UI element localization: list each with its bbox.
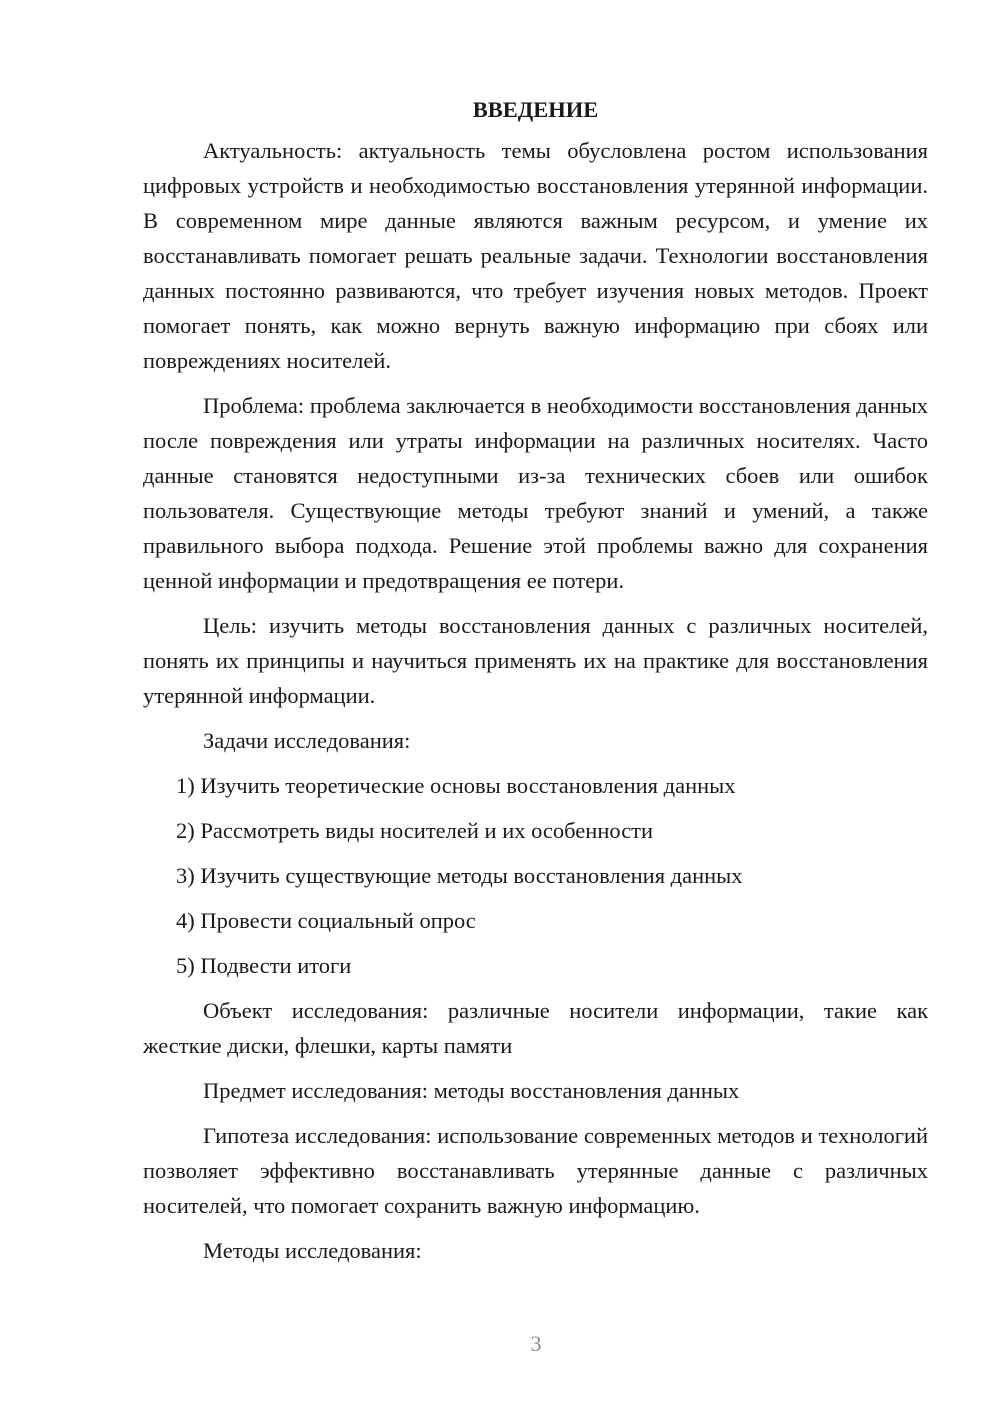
methods-heading: Методы исследования: <box>203 1238 422 1263</box>
object-paragraph: Объект исследования: различные носители информации, такие как жесткие диски, флешки, карты памяти <box>143 998 928 1058</box>
goal-paragraph: Цель: изучить методы восстановления данных с различных носителей, понять их принципы и научиться применять их на практике для восстановления утерянной информации. <box>143 613 928 708</box>
task-item: 1) Изучить теоретические основы восстановления данных <box>176 773 736 798</box>
subject-paragraph: Предмет исследования: методы восстановления данных <box>203 1078 740 1103</box>
relevance-paragraph: Актуальность: актуальность темы обусловлена ростом использования цифровых устройств и необходимостью восстановления утерянной информации. В современном мире данные являются важным ресурсом, и умение их восстанавливать помогает решать реальные задачи. Технологии восстановления данных постоянно развиваются, что требует изучения новых методов. Проект помогает понять, как можно вернуть важную информацию при сбоях или повреждениях носителей. <box>143 138 928 373</box>
problem-paragraph: Проблема: проблема заключается в необходимости восстановления данных после повреждения или утраты информации на различных носителях. Часто данные становятся недоступными из-за технических сбоев или ошибок пользователя. Существующие методы требуют знаний и умений, а также правильного выбора подхода. Решение этой проблемы важно для сохранения ценной информации и предотвращения ее потери. <box>143 393 928 593</box>
task-item: 2) Рассмотреть виды носителей и их особенности <box>176 818 654 843</box>
tasks-heading: Задачи исследования: <box>203 728 411 753</box>
page-title: ВВЕДЕНИЕ <box>472 97 599 122</box>
document-page <box>143 92 928 1278</box>
hypothesis-paragraph: Гипотеза исследования: использование современных методов и технологий позволяет эффективно восстанавливать утерянные данные с различных носителей, что помогает сохранить важную информацию. <box>143 1123 928 1218</box>
task-item: 4) Провести социальный опрос <box>176 908 476 933</box>
task-item: 3) Изучить существующие методы восстановления данных <box>176 863 743 888</box>
tasks-list <box>143 768 928 983</box>
page-number: 3 <box>530 1331 542 1356</box>
task-item: 5) Подвести итоги <box>176 953 352 978</box>
